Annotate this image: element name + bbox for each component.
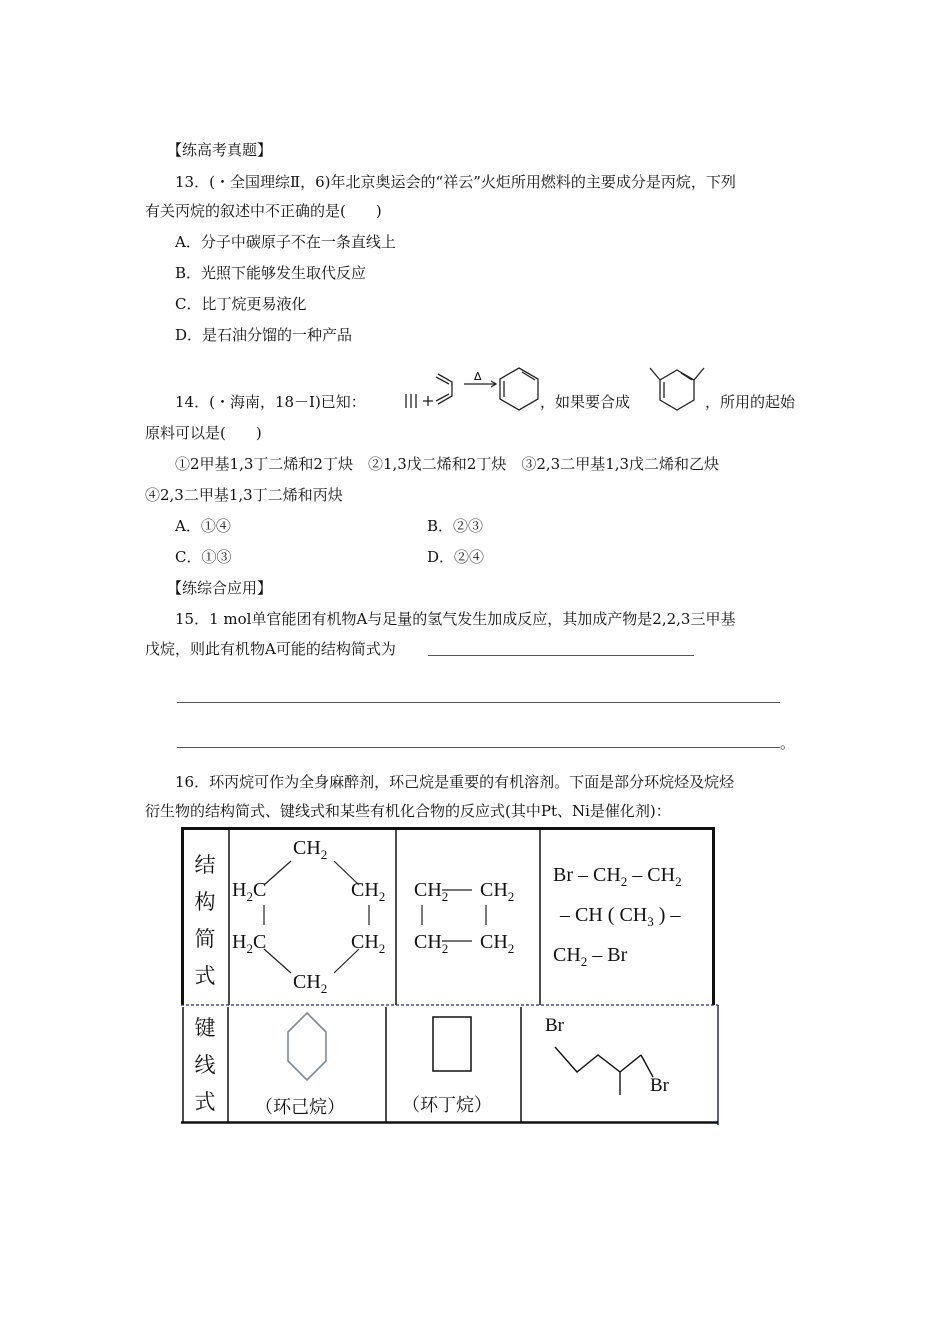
q14-choices-line2: ④2,3二甲基1,3丁二烯和丙炔 <box>145 486 343 504</box>
cyclohexane-skeletal-formula: （环己烷） <box>228 1005 386 1123</box>
q15-period: 。 <box>780 734 796 752</box>
q13-option-c: C．比丁烷更易液化 <box>175 295 307 313</box>
section-title-comprehensive: 【练综合应用】 <box>167 579 273 597</box>
q14-option-a: A．①④ <box>175 517 231 535</box>
q15-stem-line2: 戊烷，则此有机物A可能的结构简式为 <box>145 640 396 658</box>
q14-stem-mid: ，如果要合成 <box>540 393 631 411</box>
q16-stem-line1: 16．环丙烷可作为全身麻醉剂，环己烷是重要的有机溶剂。下面是部分环烷烃及烷烃 <box>175 773 735 791</box>
q14-option-b: B．②③ <box>427 517 484 535</box>
target-molecule-diagram <box>642 356 712 414</box>
dibromo-skeletal-formula: Br Br <box>521 1005 718 1123</box>
section-title-gaokao: 【练高考真题】 <box>167 141 273 159</box>
q15-answer-line-3 <box>177 747 780 748</box>
diels-alder-reaction-diagram <box>398 362 558 424</box>
q16-stem-line2: 衍生物的结构简式、键线式和某些有机化合物的反应式(其中Pt、Ni是催化剂)： <box>145 802 671 820</box>
dibromo-structural-formula: Br – $CH_2 - CH_2$ – CH ( $CH_3$ ) – $CH_2$ – Br <box>553 864 682 969</box>
cyclohexane-structural-formula: $CH_2$ $H_2C$ $CH_2$ $H_2C$ $CH_2$ $CH_2$ <box>232 837 386 996</box>
cyclobutane-structural-formula: $CH_2$ $CH_2$ $CH_2$ $CH_2$ <box>414 879 515 956</box>
q13-option-a: A．分子中碳原子不在一条直线上 <box>175 233 396 251</box>
row-label-skeletal-formula: 键 线 式 <box>194 1016 216 1114</box>
q15-answer-line-2 <box>177 702 780 703</box>
q14-stem-suffix: ，所用的起始 <box>705 393 796 411</box>
q15-answer-line-1 <box>428 655 694 656</box>
q14-option-c: C．①③ <box>175 548 232 566</box>
structure-table <box>181 827 720 1125</box>
q14-stem-line2: 原料可以是( ) <box>145 424 262 442</box>
q14-option-d: D．②④ <box>427 548 485 566</box>
q14-choices-line1: ①2甲基1,3丁二烯和2丁炔 ②1,3戊二烯和2丁炔 ③2,3二甲基1,3戊二烯和乙炔 <box>175 455 720 473</box>
q13-option-b: B．光照下能够发生取代反应 <box>175 264 367 282</box>
cyclobutane-skeletal-formula: （环丁烷） <box>386 1005 521 1123</box>
q15-stem-line1: 15．1 mol单官能团有机物A与足量的氢气发生加成反应，其加成产物是2,2,3三甲基 <box>175 610 736 628</box>
q13-stem-line1: 13．(・全国理综Ⅱ，6)年北京奥运会的“祥云”火炬所用燃料的主要成分是丙烷，下列 <box>175 173 736 191</box>
q13-option-d: D．是石油分馏的一种产品 <box>175 326 353 344</box>
q14-stem-prefix: 14．(・海南，18－Ⅰ)已知： <box>175 393 366 411</box>
heat-triangle-label: Δ <box>474 370 482 383</box>
q13-stem-line2: 有关丙烷的叙述中不正确的是( ) <box>145 202 382 220</box>
row-label-structural-formula: 结 构 简 式 <box>194 853 216 988</box>
